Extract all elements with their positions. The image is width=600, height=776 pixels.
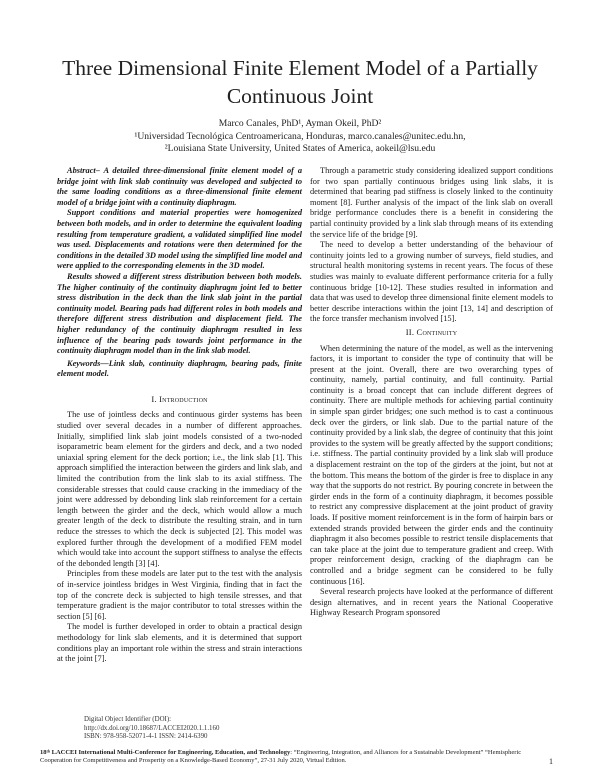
section-number: I.	[151, 393, 157, 404]
affiliation-1: ¹Universidad Tecnológica Centroamericana, Honduras, marco.canales@unitec.edu.hn,	[134, 130, 466, 142]
right-column	[310, 166, 553, 619]
doi-label: Digital Object Identifier (DOI):	[84, 716, 172, 723]
keywords-text: Keywords—Link slab, continuity diaphragm, bearing pads, finite element model.	[57, 358, 302, 379]
doi-block	[84, 716, 219, 742]
body-paragraph: The need to develop a better understanding of the behaviour of continuity joints led to a growing number of surveys, field studies, and structural health monitoring systems in recent years. The focus of these studies was mainly to evaluate different performance criteria for a fully continuous bridge [10-12]. These studies resulted in information and data that was used to develop three dimensional finite element models to better describe interactions within the joint [13, 14] and description of the force transfer mechanism involved [15].	[310, 240, 553, 324]
abstract	[57, 166, 302, 357]
author-names: Marco Canales, PhD¹, Ayman Okeil, PhD²	[218, 118, 382, 129]
body-paragraph: Through a parametric study considering idealized support conditions for two span partially continuous bridges using link slabs, it is determined that bearing pad stiffness is closely linked to the continuity moment [8]. Further analysis of the impact of the link slab on overall bridge performance concludes there is a benefit in considering the partial continuity provided by a link slab through means of its extending the service life of the bridge [9].	[310, 166, 553, 239]
abstract-paragraph: Results showed a different stress distribution between both models. The higher continuity of the continuity diaphragm joint led to better stress distribution in the deck than the link slab joint in the partial continuity model. Bearing pads had different roles in both models and therefore different stress distribution and displacement field. The higher redundancy of the continuity diaphragm resulted in less influence of the bearing pads towards joint performance in the continuity diaphragm model than in the link slab model.	[57, 271, 302, 356]
body-paragraph: The model is further developed in order to obtain a practical design methodology for link slab elements, and it is determined that support conditions play an important role within the stress and strain interactions at the joint [7].	[57, 622, 302, 664]
isbn-issn: ISBN: 978-958-52071-4-1 ISSN: 2414-6390	[84, 733, 208, 741]
affiliation-2: ²Louisiana State University, United States of America, aokeil@lsu.edu	[164, 143, 436, 154]
abstract-paragraph: Support conditions and material properties were homogenized between both models, and in order to determine the equivalent loading resulting from temperature gradient, a validated simplified line model was used. Displacements and rotations were then determined for the conditions in the detailed 3D model using the simplified line model and were applied to the corresponding elements in the 3D model.	[57, 208, 302, 271]
section-number: II.	[405, 326, 415, 337]
section-title: Introduction	[159, 393, 208, 404]
body-paragraph: When determining the nature of the model, as well as the intervening factors, it is important to consider the type of continuity that will be present at the joint. Overall, there are two overarching types of continuity, namely, partial continuity, and full continuity. Partial continuity is a broad concept that can include different degrees of continuity. There are multiple methods for achieving partial continuity in simple span girder bridges; one such method is to cast a continuous deck over the girders, or link slab. Due to the partial nature of the continuity provided by a link slab, the degree of continuity that this joint provides to the system will be greatly affected by the support conditions; i.e. stiffness. The partial continuity provided by a link slab will produce a displacement restraint on the top of the girders at the joint, but not at the bottom. This means the bottom of the girder is free to displace in any way that the supports do not restrict. By pouring concrete in between the girder ends in the form of a continuity diaphragm, it becomes possible to restrict any compressive displacement at the joint product of gravity loads. If positive moment reinforcement is in the form of hairpin bars or extended strands provided between the girder ends and the continuity diaphragm it also becomes possible to restrict tensile displacements that can take place at the joint due to temperature gradient and creep. With proper reinforcement design, cracking of the diaphragm can be controlled and a bridge segment can be considered to be fully continuous [16].	[310, 343, 553, 586]
left-column	[57, 166, 302, 665]
doi-link[interactable]: http://dx.doi.org/10.18687/LACCEI2020.1.1.160	[84, 724, 220, 732]
page-footer	[40, 749, 540, 765]
section-heading-continuity	[310, 327, 553, 338]
abstract-paragraph: Abstract– A detailed three-dimensional finite element model of a bridge joint with link slab continuity was developed and subjected to the same loading conditions as a three-dimensional finite element model of a bridge joint with a continuity diaphragm.	[57, 166, 302, 207]
footer-details: : “Engineering, Integration, and Alliances for a Sustainable Development” “Hemispheric Cooperation for Competitiveness and Prosperity on a Knowledge-Based Economy”, 27-31 July 2020, Virtual Edition.	[40, 749, 522, 765]
author-block	[40, 118, 560, 156]
footer-conference: 18ᵗʰ LACCEI International Multi-Conference for Engineering, Education, and Technology	[40, 749, 291, 756]
body-paragraph: Principles from these models are later put to the test with the analysis of in-service jointless bridges in West Virginia, finding that in fact the top of the concrete deck is subjected to high tensile stresses, and that temperature gradient is the major contributor to total stresses within the section [5] [6].	[57, 569, 302, 621]
page-number: 1	[549, 757, 553, 766]
section-heading-introduction	[57, 394, 302, 405]
body-paragraph: Several research projects have looked at the performance of different design alternatives, and in recent years the National Cooperative Highway Research Program sponsored	[310, 587, 553, 618]
keywords	[57, 359, 302, 380]
paper-title: Three Dimensional Finite Element Model of a Partially Continuous Joint	[62, 56, 538, 108]
section-title: Continuity	[416, 326, 458, 337]
body-paragraph: The use of jointless decks and continuous girder systems has been studied over several decades in a number of different approaches. Initially, simplified link slab joint models consisted of a two-noded isoparametric beam element for the girders and deck, and a two noded uniaxial spring element for the deck portion; i.e., the link slab [1]. This approach simplified the interaction between the girders and link slab, and limited the contribution from the link slab to its axial stiffness. The considerable stresses that could cause cracking in the immediacy of the joint were addressed by debonding link slab reinforcement for a certain length between the girder and the deck, which would allow a much greater length of the deck to distribute the resulting strain, and in turn reduce the stresses to which the deck is subjected [2]. This model was explored further through the development of a modified FEM model which would take into account the support stiffness to analyse the effects of the debonded length [3] [4].	[57, 410, 302, 568]
